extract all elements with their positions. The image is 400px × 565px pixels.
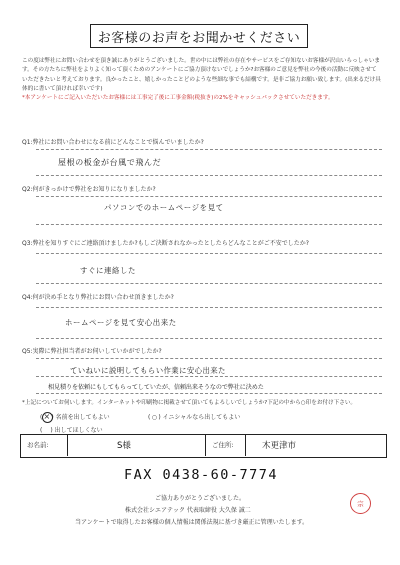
q3-rule-top [36,253,382,254]
question-3-label: Q3:弊社を知りすぐにご連絡頂けましたか?もしご決断されなかったとしたらどんなことがご不安でしたか? [22,240,309,247]
privacy-notice: 当アンケートで取得したお客様の個人情報は関係法規に基づき厳正に管理いたします。 [75,519,309,526]
option-initials-ok[interactable]: (○) イニシャルなら出してもよい [148,414,241,421]
question-5-answer-line-1: ていねいに説明してもらい作業に安心出来た [70,366,226,375]
intro-body: この度は弊社にお問い合わせを頂き誠にありがとうございました。世の中には弊社の存在やサービスをご存知ないお客様が沢山いらっしゃいます。その方たちに弊社をよりよく知って頂くためのアンケートにご協力頂けないでしょうか?お客様のご意見を弊社の今後の活動に反映させていただきたいと考えております。良かったこと、嬉しかったことどのような些細な事でも結構です。是非ご協力お願い致します。(出来るだけ具体的に書いて頂ければ幸いです) [22,58,381,92]
fax-number: FAX 0438-60-7774 [124,467,279,483]
page-title: お客様のお声をお聞かせください [90,24,308,48]
seal-stamp: 宗 [350,493,371,514]
question-4-label: Q4:何が決め手となり弊社にお問い合わせ頂きましたか? [22,294,174,301]
option-no-publish[interactable]: ( ) 出してほしくない [40,427,103,434]
q4-rule-top [36,307,382,308]
cashback-notice: *本アンケートにご記入いただいたお客様には工事完了後に工事金額(税抜き)の2%をキャッシュバックさせていただきます。 [22,95,334,102]
q4-rule-bottom [36,338,382,339]
option-3-label: 出してほしくない [54,427,103,434]
field-divider-1 [67,434,68,456]
field-divider-3 [245,434,246,456]
publication-note: *上記についてお伺いします。インターネットや印刷物に掲載させて頂いてもよろしいでしょうか?下記の中から○印をお付け下さい。 [22,400,357,406]
q5-rule-bottom [36,393,382,394]
option-name-ok[interactable]: ( ×) 名前を出してもよい [40,412,110,421]
q3-rule-bottom [36,283,382,284]
q1-rule-bottom [36,175,382,176]
question-1-answer: 屋根の板金が台風で飛んだ [58,158,162,167]
company-signature: 株式会社シエアテック 代表取締役 大久保 誠二 [125,507,251,514]
question-5-answer-line-2: 相見積りを依頼にもしてもらってしていたが、信頼出来そうなので弊社に決めた [48,384,264,391]
q2-rule-bottom [36,224,382,225]
name-label: お名前: [27,441,49,449]
q1-rule-top [36,149,382,150]
address-value: 木更津市 [262,441,297,451]
name-address-box [20,434,387,458]
question-3-answer: すぐに連絡した [80,266,136,275]
field-divider-2 [205,434,206,456]
question-5-label: Q5:実際に弊社担当者がお伺いしていかがでしたか? [22,348,162,355]
question-2-answer: パソコンでのホームページを見て [104,203,224,212]
question-1-label: Q1:弊社にお問い合わせになる前にどんなことで悩んでいましたか? [22,139,204,146]
address-label: ご住所: [212,441,234,449]
option-2-label: イニシャルなら出してもよい [162,414,241,421]
q2-rule-top [36,196,382,197]
intro-text [22,57,382,103]
q5-rule-top [36,358,382,359]
thanks-text: ご協力ありがとうございました。 [155,495,246,502]
name-value: S様 [117,441,131,451]
q5-rule-middle [36,376,382,377]
option-1-label: 名前を出してもよい [55,414,110,421]
question-2-label: Q2:何がきっかけで弊社をお知りになりましたか? [22,186,156,193]
question-4-answer: ホームページを見て安心出来た [65,318,177,327]
option-1-selected-mark: × [42,414,51,421]
